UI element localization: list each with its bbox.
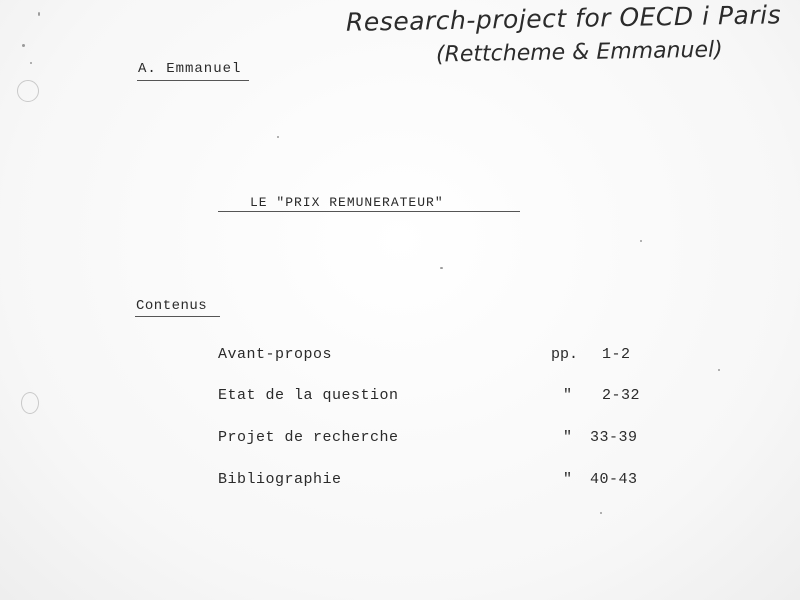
scan-speck <box>38 12 40 16</box>
toc-pages: 1-2 <box>602 346 631 363</box>
scan-speck <box>30 62 32 64</box>
scan-speck <box>22 44 25 47</box>
scan-speck <box>600 512 602 514</box>
toc-row <box>0 471 800 495</box>
toc-page-marker: pp. <box>551 346 579 363</box>
handwritten-annotation-line2: (Rettcheme & Emmanuel) <box>435 37 723 68</box>
toc-pages: 40-43 <box>590 471 638 488</box>
toc-page-marker: " <box>563 387 573 404</box>
punch-hole-mark <box>21 392 39 414</box>
toc-row <box>0 346 800 370</box>
toc-label: Etat de la question <box>218 387 399 404</box>
toc-pages: 33-39 <box>590 429 638 446</box>
toc-label: Bibliographie <box>218 471 342 488</box>
handwritten-annotation-line1: Research-project for OECD i Paris <box>345 0 782 37</box>
toc-label: Avant-propos <box>218 346 333 363</box>
scan-speck <box>640 240 642 242</box>
toc-row <box>0 429 800 453</box>
author-name: A. Emmanuel <box>138 61 242 77</box>
scan-speck <box>440 267 443 269</box>
toc-page-marker: " <box>563 471 573 488</box>
contents-heading: Contenus <box>136 298 208 314</box>
toc-row <box>0 387 800 411</box>
toc-label: Projet de recherche <box>218 429 399 446</box>
scan-speck <box>277 136 279 138</box>
punch-hole-mark <box>17 80 39 102</box>
toc-pages: 2-32 <box>602 387 641 404</box>
document-title: LE "PRIX REMUNERATEUR" <box>250 195 444 210</box>
scan-speck <box>718 369 720 371</box>
toc-page-marker: " <box>563 429 573 446</box>
